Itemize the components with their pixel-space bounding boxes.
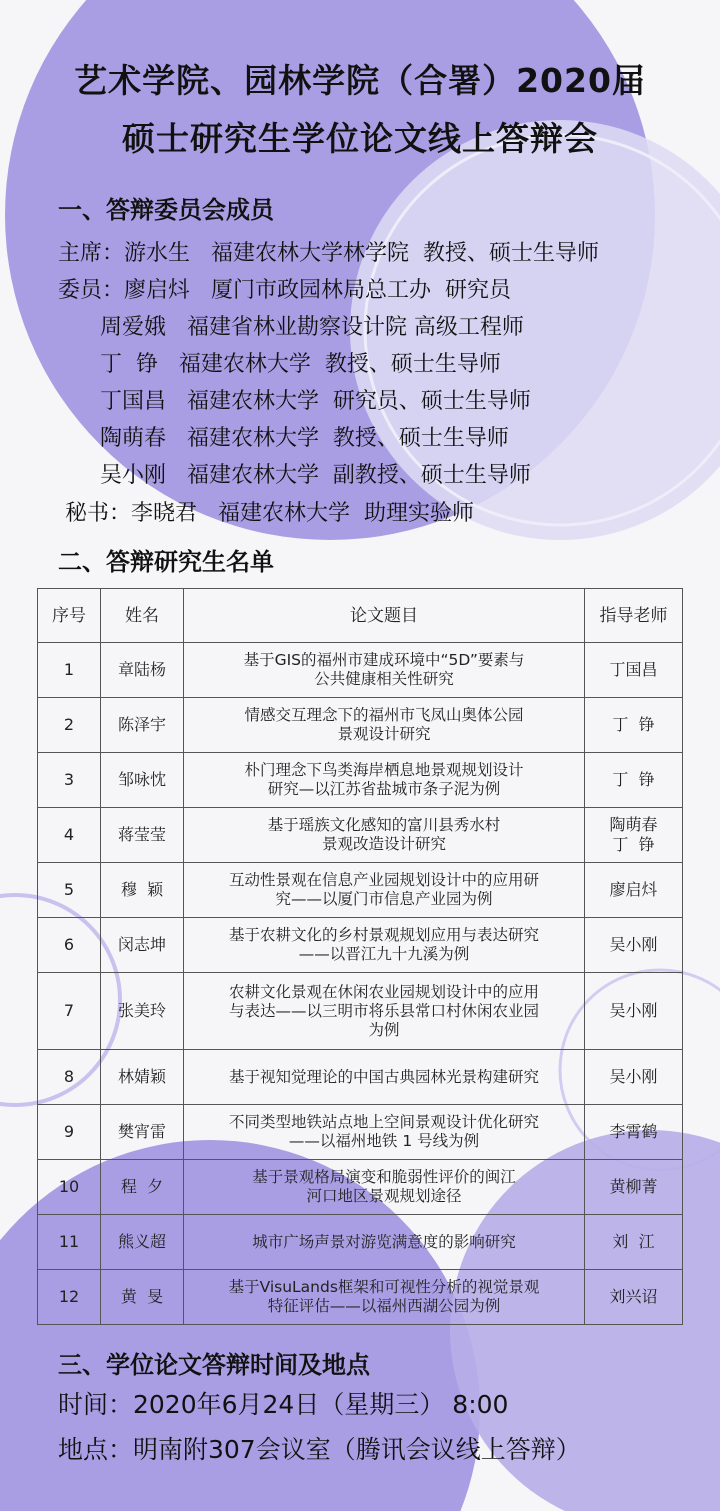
table-row	[38, 973, 683, 1050]
topic-line: 基于VisuLands框架和可视性分析的视觉景观	[228, 1278, 540, 1296]
topic-line: 景观改造设计研究	[321, 835, 446, 853]
topic-line: 公共健康相关性研究	[314, 670, 454, 688]
cell-name: 樊宵雷	[101, 1105, 184, 1160]
committee-secretary: 秘书：李晓君 福建农林大学 助理实验师	[58, 501, 474, 526]
cell-advisor	[585, 1160, 683, 1215]
cell-topic	[184, 1160, 585, 1215]
cell-advisor	[585, 918, 683, 973]
section3-heading: 三、学位论文答辩时间及地点	[58, 1351, 370, 1379]
cell-no: 8	[38, 1050, 101, 1105]
table-row	[38, 1050, 683, 1105]
cell-advisor	[585, 643, 683, 698]
cell-name: 闵志坤	[101, 918, 184, 973]
cell-name: 邹咏忱	[101, 753, 184, 808]
table-row	[38, 863, 683, 918]
topic-line: 基于视知觉理论的中国古典园林光景构建研究	[228, 1067, 539, 1086]
cell-no: 3	[38, 753, 101, 808]
cell-name: 程 夕	[101, 1160, 184, 1215]
topic-line: 基于GIS的福州市建成环境中“5D”要素与	[243, 651, 525, 669]
table-row	[38, 1215, 683, 1270]
student-table	[37, 588, 683, 1325]
cell-topic	[184, 808, 585, 863]
topic-line: 朴门理念下鸟类海岸栖息地景观规划设计	[244, 761, 524, 779]
cell-advisor	[585, 753, 683, 808]
committee-member: 丁 铮 福建农林大学 教授、硕士生导师	[58, 352, 501, 377]
advisor-line: 刘兴诏	[609, 1287, 658, 1306]
topic-line: ——以晋江九十九溪为例	[298, 945, 470, 963]
committee-member: 主席：游水生 福建农林大学林学院 教授、硕士生导师	[58, 241, 599, 266]
advisor-line: 李霄鹤	[609, 1122, 658, 1141]
cell-topic	[184, 918, 585, 973]
table-row	[38, 918, 683, 973]
topic-line: 基于瑶族文化感知的富川县秀水村	[267, 816, 501, 834]
cell-advisor	[585, 973, 683, 1050]
cell-topic	[184, 698, 585, 753]
cell-topic	[184, 973, 585, 1050]
defense-time: 时间：2020年6月24日（星期三） 8:00	[58, 1390, 509, 1419]
cell-topic	[184, 643, 585, 698]
table-row	[38, 643, 683, 698]
cell-name: 张美玲	[101, 973, 184, 1050]
topic-line: 为例	[368, 1020, 400, 1039]
col-header-topic: 论文题目	[184, 589, 585, 643]
table-header-row	[38, 589, 683, 643]
topic-line: 城市广场声景对游览满意度的影响研究	[252, 1232, 516, 1251]
topic-line: 不同类型地铁站点地上空间景观设计优化研究	[228, 1113, 539, 1131]
topic-line: 景观设计研究	[337, 725, 431, 743]
advisor-line: 刘 江	[612, 1232, 655, 1251]
advisor-line: 陶萌春	[609, 815, 658, 834]
title-line-2: 硕士研究生学位论文线上答辩会	[122, 119, 598, 158]
cell-name: 陈泽宇	[101, 698, 184, 753]
title-line-1: 艺术学院、园林学院（合署）2020届	[74, 61, 646, 100]
cell-name: 黄 旻	[101, 1270, 184, 1325]
defense-place: 地点：明南附307会议室（腾讯会议线上答辩）	[58, 1435, 581, 1464]
section2-heading: 二、答辩研究生名单	[58, 548, 274, 576]
committee-member: 委员：廖启炓 厦门市政园林局总工办 研究员	[58, 278, 511, 303]
cell-name: 蒋莹莹	[101, 808, 184, 863]
topic-line: 基于景观格局演变和脆弱性评价的闽江	[252, 1168, 516, 1186]
cell-topic	[184, 1215, 585, 1270]
advisor-line: 廖启炓	[609, 880, 658, 899]
cell-no: 10	[38, 1160, 101, 1215]
cell-topic	[184, 753, 585, 808]
topic-line: 研究—以江苏省盐城市条子泥为例	[267, 780, 501, 798]
col-header-no: 序号	[38, 589, 101, 643]
committee-member: 陶萌春 福建农林大学 教授、硕士生导师	[58, 426, 509, 451]
table-row	[38, 1270, 683, 1325]
table-row	[38, 1105, 683, 1160]
topic-line: 与表达——以三明市将乐县常口村休闲农业园	[228, 1001, 539, 1020]
table-row	[38, 698, 683, 753]
table-row	[38, 753, 683, 808]
topic-line: 情感交互理念下的福州市飞凤山奥体公园	[244, 706, 524, 724]
cell-no: 4	[38, 808, 101, 863]
cell-advisor	[585, 1105, 683, 1160]
cell-no: 11	[38, 1215, 101, 1270]
cell-no: 1	[38, 643, 101, 698]
cell-advisor	[585, 863, 683, 918]
topic-line: 互动性景观在信息产业园规划设计中的应用研	[228, 871, 539, 889]
cell-no: 2	[38, 698, 101, 753]
cell-advisor	[585, 698, 683, 753]
advisor-line: 吴小刚	[609, 1067, 658, 1086]
topic-line: 特征评估——以福州西湖公园为例	[267, 1297, 501, 1315]
topic-line: 基于农耕文化的乡村景观规划应用与表达研究	[228, 926, 539, 944]
cell-no: 6	[38, 918, 101, 973]
advisor-line: 丁 铮	[612, 835, 655, 854]
cell-advisor	[585, 1215, 683, 1270]
cell-name: 熊义超	[101, 1215, 184, 1270]
topic-line: ——以福州地铁 1 号线为例	[288, 1132, 480, 1150]
col-header-advisor: 指导老师	[585, 589, 683, 643]
cell-no: 12	[38, 1270, 101, 1325]
cell-topic	[184, 1270, 585, 1325]
advisor-line: 黄柳菁	[609, 1177, 658, 1196]
cell-name: 穆 颖	[101, 863, 184, 918]
cell-no: 9	[38, 1105, 101, 1160]
advisor-line: 丁国昌	[609, 660, 658, 679]
cell-name: 林婧颖	[101, 1050, 184, 1105]
cell-no: 5	[38, 863, 101, 918]
cell-topic	[184, 1105, 585, 1160]
cell-topic	[184, 1050, 585, 1105]
committee-member: 吴小刚 福建农林大学 副教授、硕士生导师	[58, 463, 531, 488]
cell-name: 章陆杨	[101, 643, 184, 698]
advisor-line: 吴小刚	[609, 935, 658, 954]
advisor-line: 丁 铮	[612, 715, 655, 734]
cell-topic	[184, 863, 585, 918]
topic-line: 农耕文化景观在休闲农业园规划设计中的应用	[228, 982, 539, 1001]
col-header-name: 姓名	[101, 589, 184, 643]
committee-member: 丁国昌 福建农林大学 研究员、硕士生导师	[58, 389, 531, 414]
table-row	[38, 808, 683, 863]
cell-advisor	[585, 808, 683, 863]
table-row	[38, 1160, 683, 1215]
cell-advisor	[585, 1050, 683, 1105]
advisor-line: 吴小刚	[609, 1001, 658, 1020]
section1-heading: 一、答辩委员会成员	[58, 196, 274, 224]
cell-advisor	[585, 1270, 683, 1325]
topic-line: 河口地区景观规划途径	[306, 1187, 462, 1205]
cell-no: 7	[38, 973, 101, 1050]
committee-member: 周爱娥 福建省林业勘察设计院 高级工程师	[58, 315, 524, 340]
topic-line: 究——以厦门市信息产业园为例	[275, 890, 493, 908]
advisor-line: 丁 铮	[612, 770, 655, 789]
